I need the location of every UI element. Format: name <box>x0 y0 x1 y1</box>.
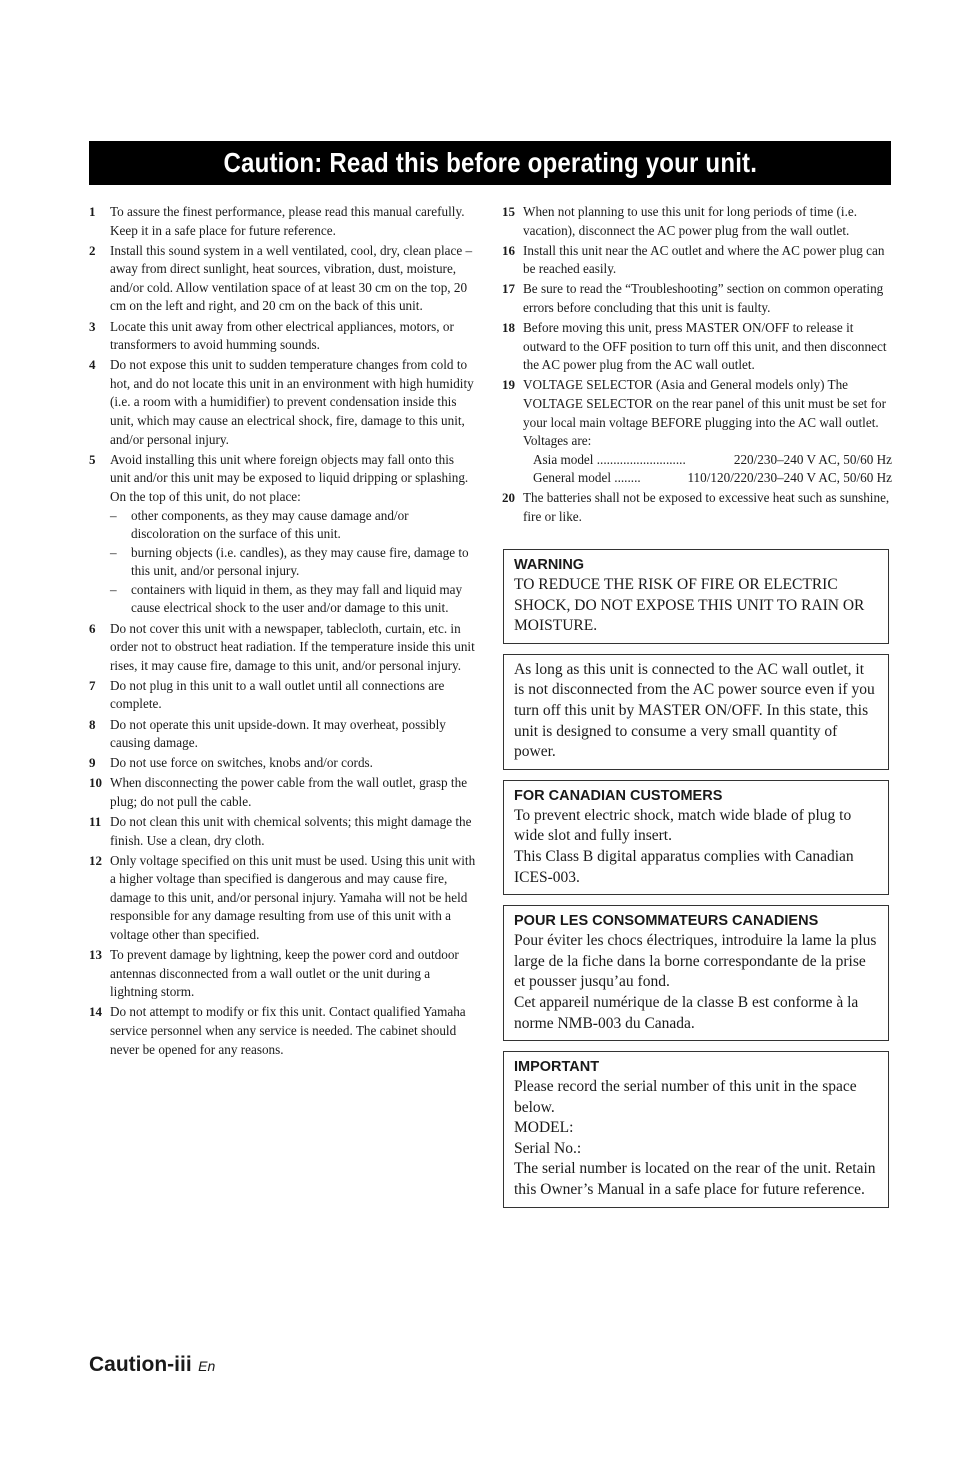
list-item: 20 The batteries shall not be exposed to excessive heat such as sunshine, fire or like. <box>502 490 890 524</box>
power-notice-box: As long as this unit is connected to the AC wall outlet, it is not disconnected from the AC power source even if you turn off this unit by MASTER ON/OFF. In this state, this unit is designed to consume a very small quantity of power. <box>503 654 889 770</box>
list-item: 9 Do not use force on switches, knobs and/or cords. <box>89 755 373 771</box>
list-item: 13 To prevent damage by lightning, keep the power cord and outdoor antennas disconnected from a wall outlet or the unit during a lightning storm. <box>89 947 459 1000</box>
list-item: 16 Install this unit near the AC outlet and where the AC power plug can be reached easily. <box>502 242 885 277</box>
list-item: 11 Do not clean this unit with chemical solvents; this might damage the finish. Use a clean, dry cloth. <box>89 814 472 848</box>
list-item: 2 Install this sound system in a well ventilated, cool, dry, clean place – away from direct sunlight, heat sources, vibration, dust, moisture, and/or cold. Allow ventilation space of at least 30 cm on the top, 20 cm on the left and right, and 20 cm on the back of this unit. <box>89 242 473 314</box>
sub-item: – containers with liquid in them, as they may fall and liquid may cause electrical shock to the user and/or damage to this unit. <box>110 581 463 616</box>
list-item: 3 Locate this unit away from other electrical appliances, motors, or transformers to avoid humming sounds. <box>89 318 454 353</box>
page-title <box>89 141 891 185</box>
list-item: 10 When disconnecting the power cable from the wall outlet, grasp the plug; do not pull the cable. <box>89 775 468 809</box>
list-item: 7 Do not plug in this unit to a wall outlet until all connections are complete. <box>89 677 445 712</box>
left-column <box>89 203 476 1061</box>
page-title-text: Caution: Read this before operating your unit. <box>223 147 757 178</box>
box-heading: IMPORTANT <box>514 1059 600 1076</box>
list-item-text: VOLTAGE SELECTOR (Asia and General models only) The VOLTAGE SELECTOR on the rear panel of this unit must be set for your local main voltage BEFORE plugging into the AC wall outlet. Voltages are: <box>523 377 887 449</box>
list-item: 1 To assure the finest performance, please read this manual carefully. Keep it in a safe place for future reference. <box>89 204 465 238</box>
important-box: IMPORTANT Please record the serial number of this unit in the space below. MODEL: Serial No.: The serial number is located on the rear of the unit. Retain this Owner’s Manual in a safe place for future reference. <box>503 1051 889 1208</box>
list-item: 12 Only voltage specified on this unit must be used. Using this unit with a higher voltage than specified is dangerous and may cause fire, damage to this unit, and/or personal injury. Yamaha will not be held responsible for any damage resulting from use of this unit with a voltage other than specified. <box>89 852 476 943</box>
list-item: 8 Do not operate this unit upside-down. It may overheat, possibly causing damage. <box>89 716 446 751</box>
box-heading: POUR LES CONSOMMATEURS CANADIENS <box>514 913 819 930</box>
list-item-text: Avoid installing this unit where foreign objects may fall onto this unit and/or this unit may be exposed to liquid dripping or splashing. On the top of this unit, do not place: <box>110 451 469 504</box>
list-item: 15 When not planning to use this unit for long periods of time (i.e. vacation), disconnect the AC power plug from the wall outlet. <box>502 204 858 238</box>
canadian-customers-box: FOR CANADIAN CUSTOMERS To prevent electric shock, match wide blade of plug to wide slot and fully insert. This Class B digital apparatus complies with Canadian ICES-003. <box>503 780 889 895</box>
list-item: 14 Do not attempt to modify or fix this unit. Contact qualified Yamaha service personnel when any service is needed. The cabinet should never be opened for any reasons. <box>89 1004 466 1057</box>
page-number: Caution-iii <box>89 1353 192 1376</box>
list-item: 5 Avoid installing this unit where foreign objects may fall onto this unit and/or this unit may be exposed to liquid dripping or splashing. On the top of this unit, do not place: – other components, as they may cause damage and/or discoloration on the surface of this unit. – burning objects (i.e. candles), as they may cause fire, damage to this unit, and/or personal injury. – containers with liquid in them, as they may fall and liquid may cause electrical shock to the user and/or damage to this unit. <box>89 451 476 618</box>
list-item: 17 Be sure to read the “Troubleshooting” section on common operating errors before concluding that this unit is faulty. <box>502 281 884 315</box>
page-footer <box>89 1353 215 1377</box>
sub-item: – burning objects (i.e. candles), as they may cause fire, damage to this unit, and/or personal injury. <box>110 544 469 579</box>
sub-item: – other components, as they may cause damage and/or discoloration on the surface of this unit. <box>110 507 409 542</box>
right-column <box>502 203 892 528</box>
french-canadian-box: POUR LES CONSOMMATEURS CANADIENS Pour éviter les chocs électriques, introduire la lame la plus large de la fiche dans la borne correspondante de la prise et pousser jusqu’au fond. Cet appareil numérique de la classe B est conforme à la norme NMB-003 du Canada. <box>503 905 889 1041</box>
language-code: En <box>198 1358 216 1374</box>
voltage-row: Asia model ........................... 220/230–240 V AC, 50/60 Hz <box>533 451 892 467</box>
voltage-row: General model ........ 110/120/220/230–240 V AC, 50/60 Hz <box>533 470 892 486</box>
list-item: 6 Do not cover this unit with a newspaper, tablecloth, curtain, etc. in order not to obstruct heat radiation. If the temperature inside this unit rises, it may cause fire, damage to this unit, and/or personal injury. <box>89 620 475 673</box>
list-item: 19 VOLTAGE SELECTOR (Asia and General models only) The VOLTAGE SELECTOR on the rear panel of this unit must be set for your local main voltage BEFORE plugging into the AC wall outlet. Voltages are: Asia model ........................... 220/230–240 V AC, 50/60 Hz General model ........ 110/120/220/230–240 V AC, 50/60 Hz <box>502 376 892 488</box>
box-heading: FOR CANADIAN CUSTOMERS <box>514 787 723 804</box>
list-item: 18 Before moving this unit, press MASTER ON/OFF to release it outward to the OFF position to turn off this unit, and then disconnect the AC power plug from the AC wall outlet. <box>502 320 887 373</box>
box-heading: WARNING <box>514 557 585 573</box>
notice-boxes <box>503 549 889 1218</box>
warning-box: WARNING TO REDUCE THE RISK OF FIRE OR ELECTRIC SHOCK, DO NOT EXPOSE THIS UNIT TO RAIN OR MOISTURE. <box>503 549 889 644</box>
list-item: 4 Do not expose this unit to sudden temperature changes from cold to hot, and do not locate this unit in an environment with high humidity (i.e. a room with a humidifier) to prevent condensation inside this unit, which may cause an electrical shock, fire, damage to this unit, and/or personal injury. <box>89 357 474 447</box>
